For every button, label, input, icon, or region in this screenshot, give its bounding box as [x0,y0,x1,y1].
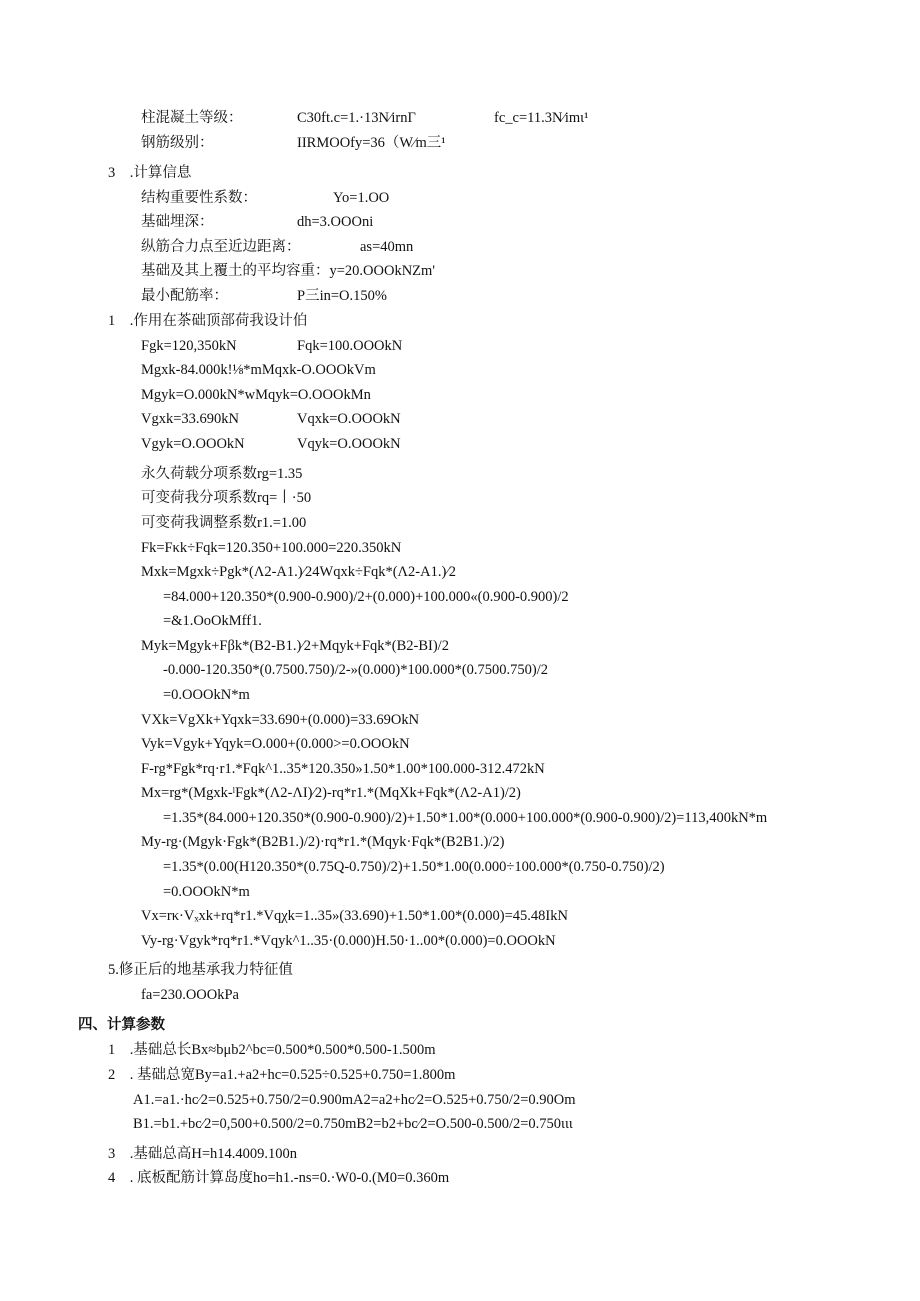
importance-factor-value: Yo=1.OO [333,190,390,206]
formula-mgxk: Mgxk-84.000k!⅛*mMqxk-O.OOOkVm [141,362,376,378]
embed-depth-label: 基础埋深： [141,214,214,230]
concrete-fc-value: fc_c=11.3N∕imι¹ [494,110,589,126]
formula-my-line2: =1.35*(0.00(H120.350*(0.75Q-0.750)/2)+1.50*1.00(0.000÷100.000*(0.750-0.750)/2) [163,859,665,875]
param-bx: 1 .基础总长Bx≈bμb2^bc=0.500*0.500*0.500-1.500m [108,1042,436,1058]
formula-myk-line3: =0.OOOkN*m [163,687,250,703]
section-heading-bearing: 5.修正后的地基承我力特征值 [108,962,293,978]
formula-my-line3: =0.OOOkN*m [163,884,250,900]
formula-my: My-rg·(Mgyk·Fgk*(B2B1.)/2)·rq*r1.*(Mqyk·Fqk*(B2B1.)/2) [141,834,505,850]
steel-grade-value: IIRMOOfy=36（W∕m三¹ [297,135,446,151]
formula-vxk: VXk=VgXk+Yqxk=33.690+(0.000)=33.69OkN [141,712,420,728]
formula-vy: Vy-rg·Vgyk*rq*r1.*Vqyk^1..35·(0.000)H.50·1..00*(0.000)=0.OOOkN [141,933,556,949]
formula-fgk: Fgk=120,350kN [141,338,237,354]
param-by: 2 . 基础总宽By=a1.+a2+hc=0.525÷0.525+0.750=1.800m [108,1067,456,1083]
formula-mxk: Mxk=Mgxk÷Pgk*(Λ2-A1.)∕24Wqxk÷Fqk*(Λ2-A1.)∕2 [141,564,456,580]
formula-fk: Fk=Fκk÷Fqk=120.350+100.000=220.350kN [141,540,402,556]
formula-vgxk: Vgxk=33.690kN [141,411,239,427]
rebar-cover-label: 纵筋合力点至近边距离： [141,239,301,255]
formula-mx: Mx=rg*(Mgxk-ˡFgk*(Λ2-ΛI)∕2)-rq*r1.*(MqXk+Fqk*(Λ2-A1)/2) [141,785,521,801]
formula-mxk-line3: =&1.OoOkMff1. [163,613,262,629]
formula-vqyk: Vqyk=O.OOOkN [297,436,401,452]
section-heading-calc-info: 3 .计算信息 [108,165,192,181]
steel-grade-label: 钢筋级别： [141,135,214,151]
formula-vx: Vx=rκ·Vₓxk+rq*r1.*Vqχk=1..35»(33.690)+1.50*1.00*(0.000)=45.48IkN [141,908,568,924]
min-ratio-value: P三in=O.150% [297,288,387,304]
factor-rq: 可变荷我分项系数rq=丨·50 [141,490,312,506]
concrete-grade-value: C30ft.c=1.·13N∕irnΓ [297,110,416,126]
param-h: 3 .基础总高H=h14.4009.100n [108,1146,298,1162]
formula-fqk: Fqk=100.OOOkN [297,338,403,354]
param-ho: 4 . 底板配筋计算岛度ho=h1.-ns=0.·W0-0.(M0=0.360m [108,1170,450,1186]
formula-mx-line2: =1.35*(84.000+120.350*(0.900-0.900)/2)+1.50*1.00*(0.000+100.000*(0.900-0.900)/2)=113,400kN*m [163,810,768,826]
formula-f: F-rg*Fgk*rq·r1.*Fqk^1..35*120.350»1.50*1.00*100.000-312.472kN [141,761,545,777]
formula-vyk: Vyk=Vgyk+Yqyk=O.000+(0.000>=0.OOOkN [141,736,410,752]
formula-myk-line2: -0.000-120.350*(0.7500.750)/2-»(0.000)*100.000*(0.7500.750)/2 [163,662,549,678]
importance-factor-label: 结构重要性系数： [141,190,257,206]
formula-vgyk: Vgyk=O.OOOkN [141,436,245,452]
formula-mgyk: Mgyk=O.000kN*wMqyk=O.OOOkMn [141,387,371,403]
param-b1-b2: B1.=b1.+bc∕2=0,500+0.500/2=0.750mB2=b2+bc∕2=O.500-0.500/2=0.750ιιι [133,1116,573,1132]
unit-weight-line: 基础及其上覆土的平均容重：y=20.OOOkNZm' [141,263,435,279]
section-heading-params: 四、计算参数 [78,1017,165,1033]
formula-mxk-line2: =84.000+120.350*(0.900-0.900)/2+(0.000)+100.000«(0.900-0.900)/2 [163,589,569,605]
param-a1-a2: A1.=a1.·hc∕2=0.525+0.750/2=0.900mA2=a2+hc∕2=O.525+0.750/2=0.90Om [133,1092,576,1108]
rebar-cover-value: as=40mn [360,239,414,255]
embed-depth-value: dh=3.OOOni [297,214,374,230]
concrete-grade-label: 柱混凝土等级： [141,110,243,126]
formula-myk: Myk=Mgyk+Fβk*(B2-B1.)∕2+Mqyk+Fqk*(B2-BI)/2 [141,638,449,654]
formula-vqxk: Vqxk=O.OOOkN [297,411,401,427]
factor-rg: 永久荷载分项系数rg=1.35 [141,466,303,482]
factor-rl: 可变荷我调整系数r1.=1.00 [141,515,307,531]
min-ratio-label: 最小配筋率： [141,288,228,304]
formula-fa: fa=230.OOOkPa [141,987,239,1003]
section-heading-loads: 1 .作用在茶础顶部荷我设计伯 [108,313,308,329]
